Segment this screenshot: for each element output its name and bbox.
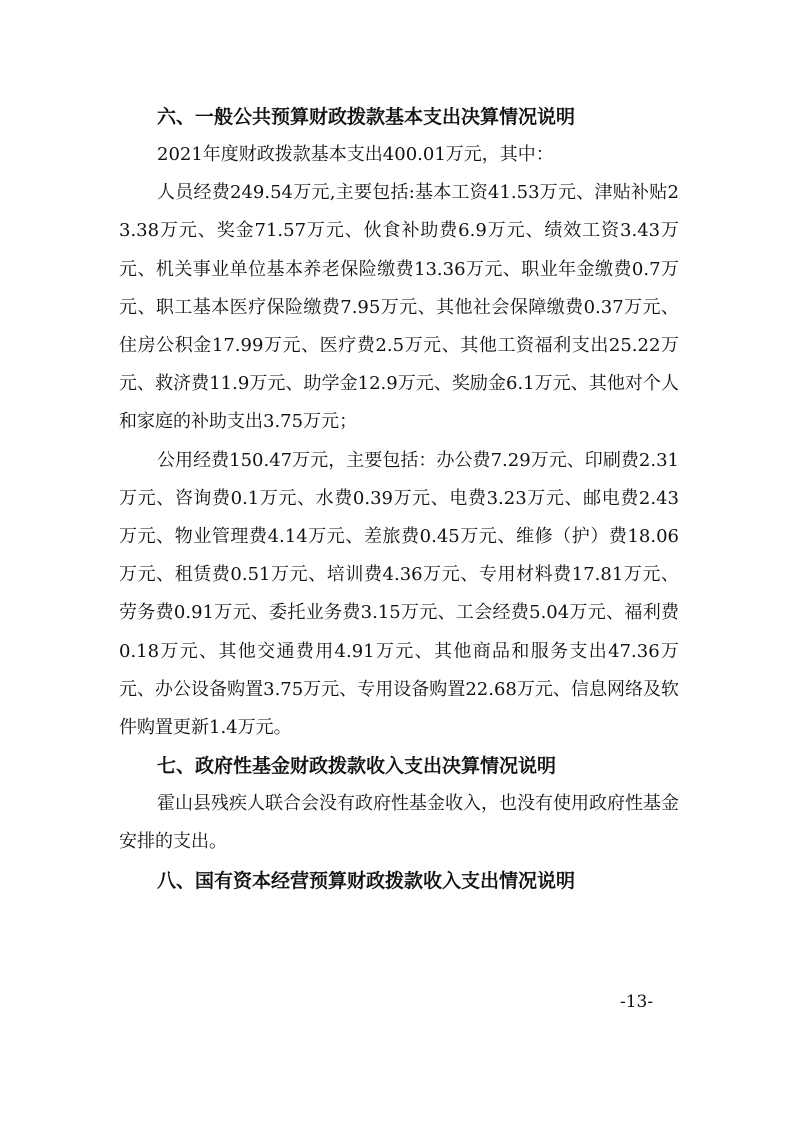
section-7-body: 霍山县残疾人联合会没有政府性基金收入，也没有使用政府性基金安排的支出。 [119,793,679,853]
document-body [119,98,679,900]
section-8-heading: 八、国有资本经营预算财政拨款收入支出情况说明 [157,869,576,892]
public-expenses-paragraph: 公用经费150.47万元，主要包括：办公费7.29万元、印刷费2.31万元、咨询费0.1万元、水费0.39万元、电费3.23万元、邮电费2.43万元、物业管理费4.14万元、差旅费0.45万元、维修（护）费18.06万元、租赁费0.51万元、培训费4.36万元、专用材料费17.81万元、劳务费0.91万元、委托业务费3.15万元、工会经费5.04万元、福利费0.18万元、其他交通费用4.91万元、其他商品和服务支出47.36万元、办公设备购置3.75万元、专用设备购置22.68万元、信息网络及软件购置更新1.4万元。 [119,449,679,739]
section-7-heading: 七、政府性基金财政拨款收入支出决算情况说明 [157,755,557,778]
section-6-heading: 六、一般公共预算财政拨款基本支出决算情况说明 [157,106,576,128]
section-6-intro: 2021年度财政拨款基本支出400.01万元，其中： [157,144,554,165]
page-number: -13- [620,992,654,1012]
personnel-expenses-paragraph: 人员经费249.54万元,主要包括:基本工资41.53万元、津贴补贴23.38万元、奖金71.57万元、伙食补助费6.9万元、绩效工资3.43万元、机关事业单位基本养老保险缴费13.36万元、职业年金缴费0.7万元、职工基本医疗保险缴费7.95万元、其他社会保障缴费0.37万元、住房公积金17.99万元、医疗费2.5万元、其他工资福利支出25.22万元、救济费11.9万元、助学金12.9万元、奖励金6.1万元、其他对个人和家庭的补助支出3.75万元； [119,182,679,433]
